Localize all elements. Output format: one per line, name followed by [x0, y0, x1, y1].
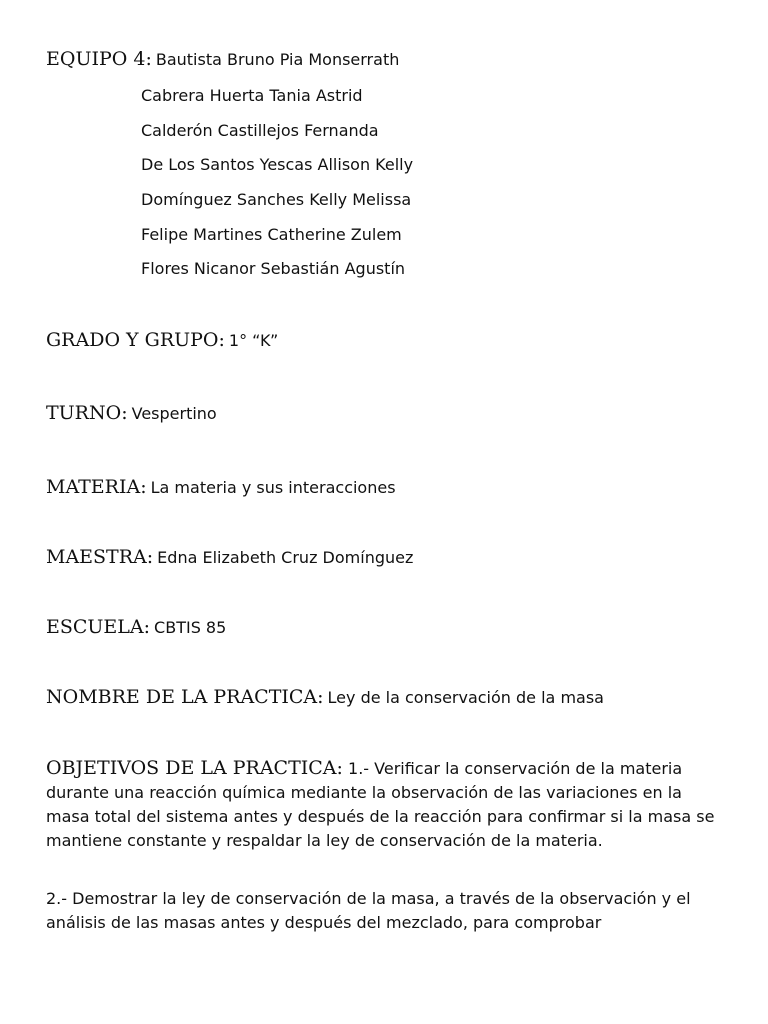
shift-line	[46, 402, 217, 424]
objective-text: 1.- Verificar la conservación de la materia durante una reacción química mediante la observación de las variaciones en la masa total del sistema antes y después de la reacción para confirmar si la masa se mantiene constante y respaldar la ley de conservación de la materia.	[46, 759, 715, 850]
practice-name-value: Ley de la conservación de la masa	[327, 688, 604, 707]
school-value: CBTIS 85	[154, 618, 227, 637]
grade-group-label: GRADO Y GRUPO:	[46, 329, 225, 351]
objective-paragraph	[46, 756, 726, 853]
team-member: Cabrera Huerta Tania Astrid	[141, 86, 363, 105]
grade-group-line	[46, 329, 278, 351]
practice-name-line	[46, 686, 604, 708]
school-label: ESCUELA:	[46, 616, 151, 638]
grade-group-value: 1° “K”	[228, 331, 279, 350]
objective-text: 2.- Demostrar la ley de conservación de la masa, a través de la observación y el análisis de las masas antes y después del mezclado, para comprobar	[46, 889, 691, 932]
subject-label: MATERIA:	[46, 476, 147, 498]
shift-value: Vespertino	[131, 404, 217, 423]
objective-paragraph	[46, 887, 726, 935]
team-member: Felipe Martines Catherine Zulem	[141, 225, 402, 244]
teacher-value: Edna Elizabeth Cruz Domínguez	[157, 548, 414, 567]
team-member: Bautista Bruno Pia Monserrath	[155, 50, 400, 69]
practice-name-label: NOMBRE DE LA PRACTICA:	[46, 686, 324, 708]
shift-label: TURNO:	[46, 402, 128, 424]
subject-value: La materia y sus interacciones	[150, 478, 396, 497]
team-member: Flores Nicanor Sebastián Agustín	[141, 259, 406, 278]
objectives-label: OBJETIVOS DE LA PRACTICA:	[46, 757, 343, 779]
teacher-label: MAESTRA:	[46, 546, 154, 568]
school-line	[46, 616, 226, 638]
team-member: De Los Santos Yescas Allison Kelly	[141, 155, 414, 174]
subject-line	[46, 476, 396, 498]
team-member: Calderón Castillejos Fernanda	[141, 121, 379, 140]
teacher-line	[46, 546, 413, 568]
team-label: EQUIPO 4:	[46, 48, 152, 70]
team-line	[46, 48, 399, 70]
team-member: Domínguez Sanches Kelly Melissa	[141, 190, 412, 209]
